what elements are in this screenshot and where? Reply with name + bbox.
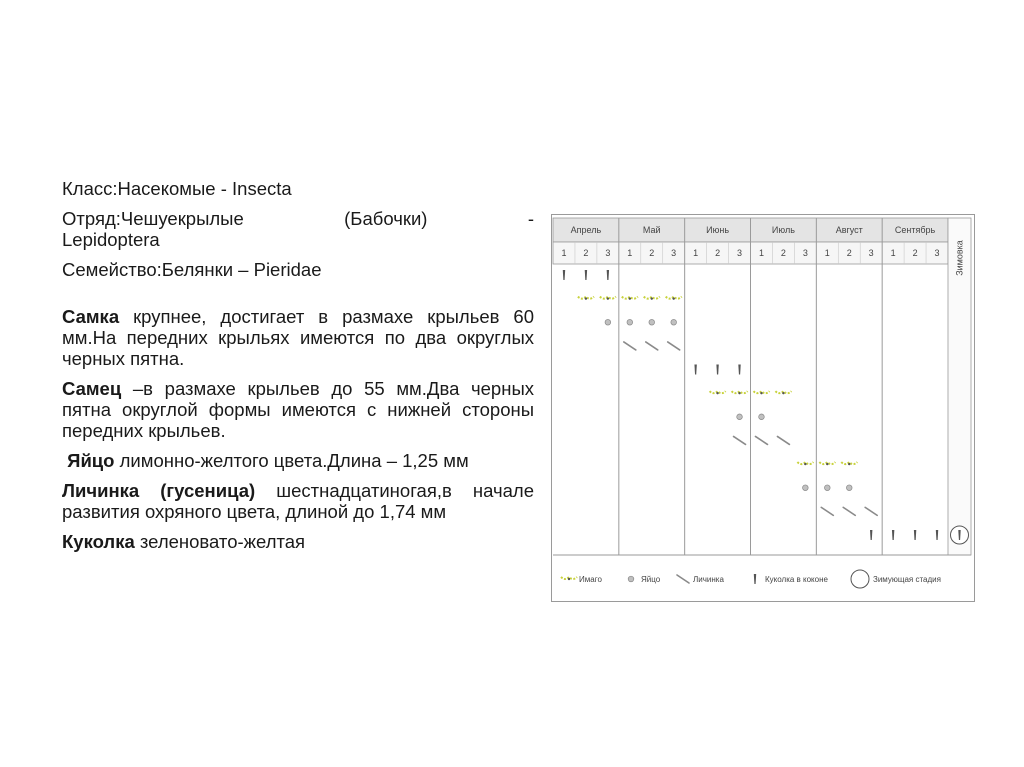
imago-mark [666,297,682,300]
larva-shape [843,507,855,515]
larva-shape [865,507,877,515]
month-label: Июль [771,225,795,235]
egg-text: лимонно-желтого цвета.Длина – 1,25 мм [114,450,469,471]
imago-body [716,392,718,394]
decade-label: 2 [912,248,918,258]
egg-paragraph [62,450,534,471]
egg-mark [649,319,655,325]
egg-mark [671,319,677,325]
egg-mark [803,485,809,491]
pupa-shape [585,270,587,280]
imago-mark [578,297,594,300]
pupa-mark [563,270,565,280]
pupa-shape [870,530,872,540]
wintering-legend-icon [851,570,869,588]
larva-mark [821,507,833,515]
phenology-diagram [551,214,975,602]
month-label: Май [642,225,661,235]
decade-label: 2 [583,248,589,258]
order-line-latin: Lepidoptera [62,229,160,250]
imago-body [848,463,850,465]
legend-item-larva [677,575,724,584]
decade-label: 1 [627,248,633,258]
decade-label: 3 [605,248,611,258]
legend-label: Куколка в коконе [765,575,828,584]
pupa-shape [716,365,718,375]
pupa-mark [585,270,587,280]
female-text: крупнее, достигает в размахе крыльев 60 мм.На передних крыльях имеются по два округлых черных пятна. [62,306,534,369]
pupa-shape [607,270,609,280]
class-line: Класс:Насекомые - Insecta [62,178,292,199]
pupa-shape [694,365,696,375]
legend-label: Зимующая стадия [873,575,941,584]
imago-mark [710,391,726,394]
order-line: Отряд:Чешуекрылые (Бабочки) - [62,208,534,229]
larva-mark [624,342,636,350]
egg-shape [628,576,634,582]
imago-legend-icon [561,577,577,580]
pupa-shape [754,574,756,584]
larva-paragraph [62,480,534,522]
pupa-text: зеленовато-желтая [134,531,306,552]
imago-mark [753,391,769,394]
egg-shape [649,319,655,325]
pupa-mark [738,365,740,375]
egg-shape [737,414,743,420]
pupa-mark [607,270,609,280]
male-text: –в размахе крыльев до 55 мм.Два черных пятна округлой формы имеются с нижней стороны передних крыльев. [62,378,534,441]
larva-mark [865,507,877,515]
family-line: Семейство:Белянки – Pieridae [62,259,322,280]
egg-label: Яйцо [67,450,115,471]
imago-mark [644,297,660,300]
decade-label: 2 [649,248,655,258]
imago-mark [775,391,791,394]
decade-label: 1 [824,248,830,258]
legend-label: Имаго [579,575,602,584]
month-label: Июнь [706,225,730,235]
larva-shape [755,436,767,444]
decade-label: 2 [780,248,786,258]
imago-body [585,297,587,299]
imago-body [826,463,828,465]
larva-mark [755,436,767,444]
imago-body [629,297,631,299]
legend-item-pupa [754,574,829,584]
egg-shape [627,319,633,325]
imago-mark [841,462,857,465]
larva-shape [677,575,689,583]
imago-mark [819,462,835,465]
decade-label: 3 [868,248,874,258]
decade-label: 3 [671,248,677,258]
egg-legend-icon [628,576,634,582]
egg-mark [605,319,611,325]
female-paragraph [62,306,534,369]
pupa-mark [936,530,938,540]
decade-label: 3 [934,248,940,258]
egg-mark [627,319,633,325]
egg-mark [825,485,831,491]
decade-label: 3 [737,248,743,258]
legend-item-imago [561,575,602,584]
imago-mark [600,297,616,300]
pupa-shape [563,270,565,280]
larva-legend-icon [677,575,689,583]
male-label: Самец [62,378,122,399]
egg-shape [825,485,831,491]
decade-label: 1 [758,248,764,258]
legend-label: Личинка [693,575,724,584]
legend-label: Яйцо [641,575,661,584]
pupa-mark [870,530,872,540]
legend-item-egg [628,575,661,584]
month-label: Август [835,225,863,235]
larva-label: Личинка (гусеница) [62,480,256,501]
egg-shape [605,319,611,325]
imago-mark [797,462,813,465]
decade-label: 1 [693,248,699,258]
pupa-mark [694,365,696,375]
pupa-shape [738,365,740,375]
larva-mark [843,507,855,515]
egg-shape [671,319,677,325]
larva-mark [668,342,680,350]
larva-shape [646,342,658,350]
female-label: Самка [62,306,120,327]
larva-shape [777,436,789,444]
description-text [62,178,534,561]
larva-mark [646,342,658,350]
imago-body [804,463,806,465]
larva-shape [821,507,833,515]
imago-body [760,392,762,394]
decade-label: 1 [890,248,896,258]
decade-label: 2 [846,248,852,258]
egg-shape [803,485,809,491]
imago-body [568,578,570,580]
pupa-mark [914,530,916,540]
imago-body [651,297,653,299]
egg-mark [759,414,765,420]
legend-item-wintering [851,570,941,588]
pupa-mark [892,530,894,540]
decade-label: 2 [715,248,721,258]
pupa-shape [936,530,938,540]
month-label: Сентябрь [894,225,936,235]
pupa-mark [716,365,718,375]
larva-shape [734,436,746,444]
pupa-shape [892,530,894,540]
decade-label: 3 [802,248,808,258]
imago-body [738,392,740,394]
imago-body [782,392,784,394]
egg-shape [759,414,765,420]
egg-mark [846,485,852,491]
pupa-shape [914,530,916,540]
egg-shape [846,485,852,491]
winter-label: Зимовка [954,240,965,276]
month-label: Апрель [570,225,602,235]
larva-mark [777,436,789,444]
larva-shape [668,342,680,350]
imago-mark [732,391,748,394]
imago-mark [622,297,638,300]
decade-label: 1 [561,248,567,258]
larva-shape [624,342,636,350]
imago-body [672,297,674,299]
larva-mark [734,436,746,444]
larva-text: шестнадцатиногая,в начале развития охряного цвета, длиной до 1,74 мм [62,480,535,522]
pupa-paragraph [62,531,534,552]
pupa-legend-icon [754,574,756,584]
pupa-label: Куколка [62,531,135,552]
egg-mark [737,414,743,420]
male-paragraph [62,378,534,441]
imago-body [607,297,609,299]
diagram-frame [552,215,975,602]
